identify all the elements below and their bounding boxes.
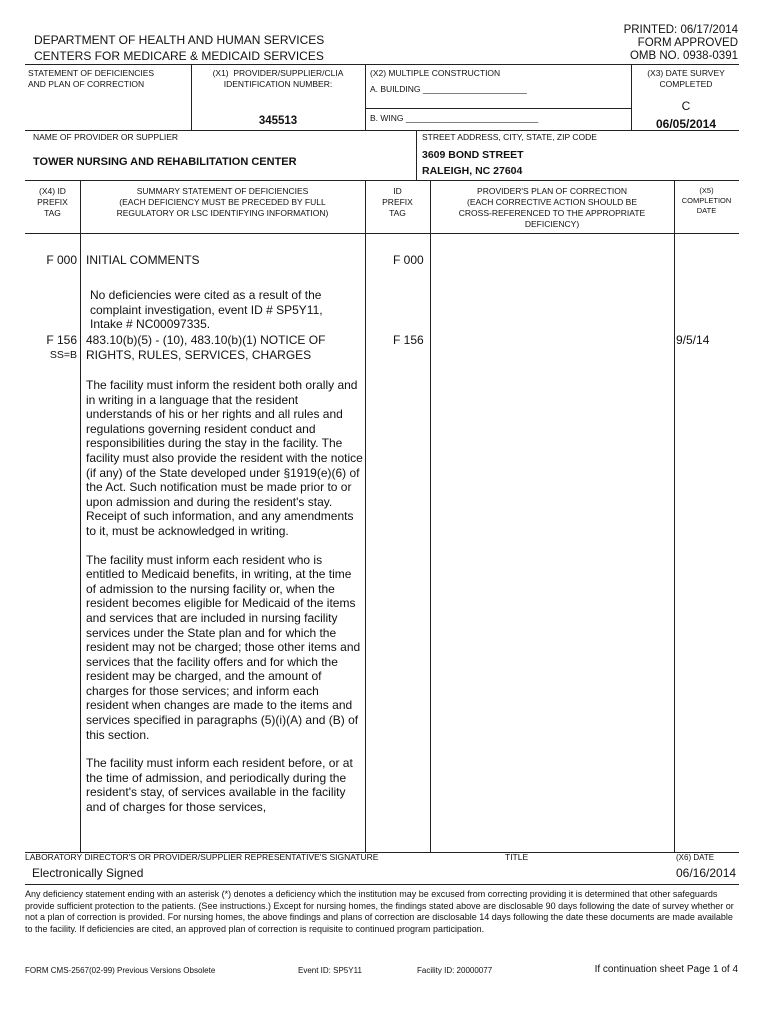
provider-name-label: NAME OF PROVIDER OR SUPPLIER bbox=[33, 132, 178, 142]
plan-column-header: PROVIDER'S PLAN OF CORRECTION (EACH CORRECTIVE ACTION SHOULD BE CROSS-REFERENCED TO THE APPROPRIATE DEFICIENCY) bbox=[458, 186, 646, 229]
x3-label: (X3) DATE SURVEY COMPLETED bbox=[647, 68, 725, 89]
x5-column-header: (X5) COMPLETION DATE bbox=[681, 186, 732, 215]
title-label: TITLE bbox=[505, 852, 529, 862]
x1-label: (X1) PROVIDER/SUPPLIER/CLIA IDENTIFICATION NUMBER: bbox=[212, 68, 344, 89]
agency-line-2: CENTERS FOR MEDICARE & MEDICAID SERVICES bbox=[34, 49, 324, 63]
address-label: STREET ADDRESS, CITY, STATE, ZIP CODE bbox=[422, 132, 597, 142]
event-id: Event ID: SP5Y11 bbox=[298, 966, 362, 975]
regulation-paragraph: The facility must inform each resident before, or at the time of admission, and periodically during the resident's stay, of services available in the facility and of charges for those services, bbox=[86, 756, 353, 815]
statement-label: STATEMENT OF DEFICIENCIES AND PLAN OF CORRECTION bbox=[28, 68, 155, 89]
building-label: A. BUILDING ______________________ bbox=[370, 84, 527, 94]
survey-completed-date: 06/05/2014 bbox=[655, 117, 717, 131]
signature-date: 06/16/2014 bbox=[676, 866, 737, 880]
printed-date: PRINTED: 06/17/2014 bbox=[623, 24, 738, 36]
f156-completion-date: 9/5/14 bbox=[676, 333, 710, 347]
f156-scope-severity: SS=B bbox=[49, 349, 77, 361]
wing-label: B. WING ____________________________ bbox=[370, 113, 539, 123]
regulation-paragraph: The facility must inform the resident both orally and in writing in a language that the resident understands of his or her rights and all rules and regulations governing resident conduct and responsibilities during the stay in the facility. The facility must also provide the resident with the notice (if any) of the State developed under §1919(e)(6) of the Act. Such notification must be made prior to or upon admission and during the resident's stay. Receipt of such information, and any amendments to it, must be acknowledged in writing. bbox=[86, 378, 363, 538]
street-address: 3609 BOND STREET bbox=[422, 149, 524, 161]
f000-findings-text: No deficiencies were cited as a result of the complaint investigation, event ID # SP5Y11, Intake # NC00097335. bbox=[90, 288, 323, 332]
f000-title: INITIAL COMMENTS bbox=[86, 253, 200, 267]
f156-right-tag: F 156 bbox=[393, 333, 424, 347]
regulation-text bbox=[86, 378, 364, 829]
x4-column-header: (X4) ID PREFIX TAG bbox=[37, 186, 68, 218]
form-approved: FORM APPROVED bbox=[637, 37, 738, 49]
provider-name: TOWER NURSING AND REHABILITATION CENTER bbox=[33, 156, 297, 168]
f156-title: 483.10(b)(5) - (10), 483.10(b)(1) NOTICE OF RIGHTS, RULES, SERVICES, CHARGES bbox=[86, 333, 326, 362]
signature-value: Electronically Signed bbox=[32, 866, 144, 880]
f000-right-tag: F 000 bbox=[393, 253, 424, 267]
disclaimer-text: Any deficiency statement ending with an asterisk (*) denotes a deficiency which the institution may be excused from correcting providing it is determined that other safeguards provide sufficient protection to the patients. (See instructions.) Except for nursing homes, the findings stated above are disclosable 90 days following the date of survey whether or not a plan of correction is provided. For nursing homes, the above findings and plans of correction are disclosable 14 days following the date these documents are made available to the facility. If deficiencies are cited, an approved plan of correction is requisite to continued program participation. bbox=[25, 889, 734, 934]
survey-code: C bbox=[681, 99, 691, 113]
agency-line-1: DEPARTMENT OF HEALTH AND HUMAN SERVICES bbox=[34, 33, 325, 47]
provider-id-number: 345513 bbox=[258, 115, 298, 127]
id-prefix-column-header: ID PREFIX TAG bbox=[382, 186, 413, 218]
regulation-paragraph: The facility must inform each resident who is entitled to Medicaid benefits, in writing, at the time of admission to the nursing facility or, when the resident becomes eligible for Medicaid of the items and services that are included in nursing facility services under the State plan and for which the resident may not be charged; those other items and services that the facility offers and for which the resident may be charged, and the amount of charges for those services; and inform each resident when changes are made to the items and services specified in paragraphs (5)(i)(A) and (B) of this section. bbox=[86, 552, 361, 742]
page-indicator: If continuation sheet Page 1 of 4 bbox=[594, 964, 738, 975]
facility-id: Facility ID: 20000077 bbox=[417, 966, 493, 975]
summary-column-header: SUMMARY STATEMENT OF DEFICIENCIES (EACH DEFICIENCY MUST BE PRECEDED BY FULL REGULATORY OR LSC IDENTIFYING INFORMATION) bbox=[116, 186, 329, 218]
city-state-zip: RALEIGH, NC 27604 bbox=[422, 165, 523, 177]
form-number: FORM CMS-2567(02-99) Previous Versions Obsolete bbox=[25, 966, 216, 975]
signature-label: LABORATORY DIRECTOR'S OR PROVIDER/SUPPLIER REPRESENTATIVE'S SIGNATURE bbox=[25, 852, 379, 862]
f156-tag: F 156 bbox=[46, 333, 77, 347]
omb-number: OMB NO. 0938-0391 bbox=[629, 50, 738, 62]
x2-label: (X2) MULTIPLE CONSTRUCTION bbox=[370, 68, 501, 78]
f000-tag: F 000 bbox=[46, 253, 77, 267]
signature-date-label: (X6) DATE bbox=[676, 853, 715, 862]
